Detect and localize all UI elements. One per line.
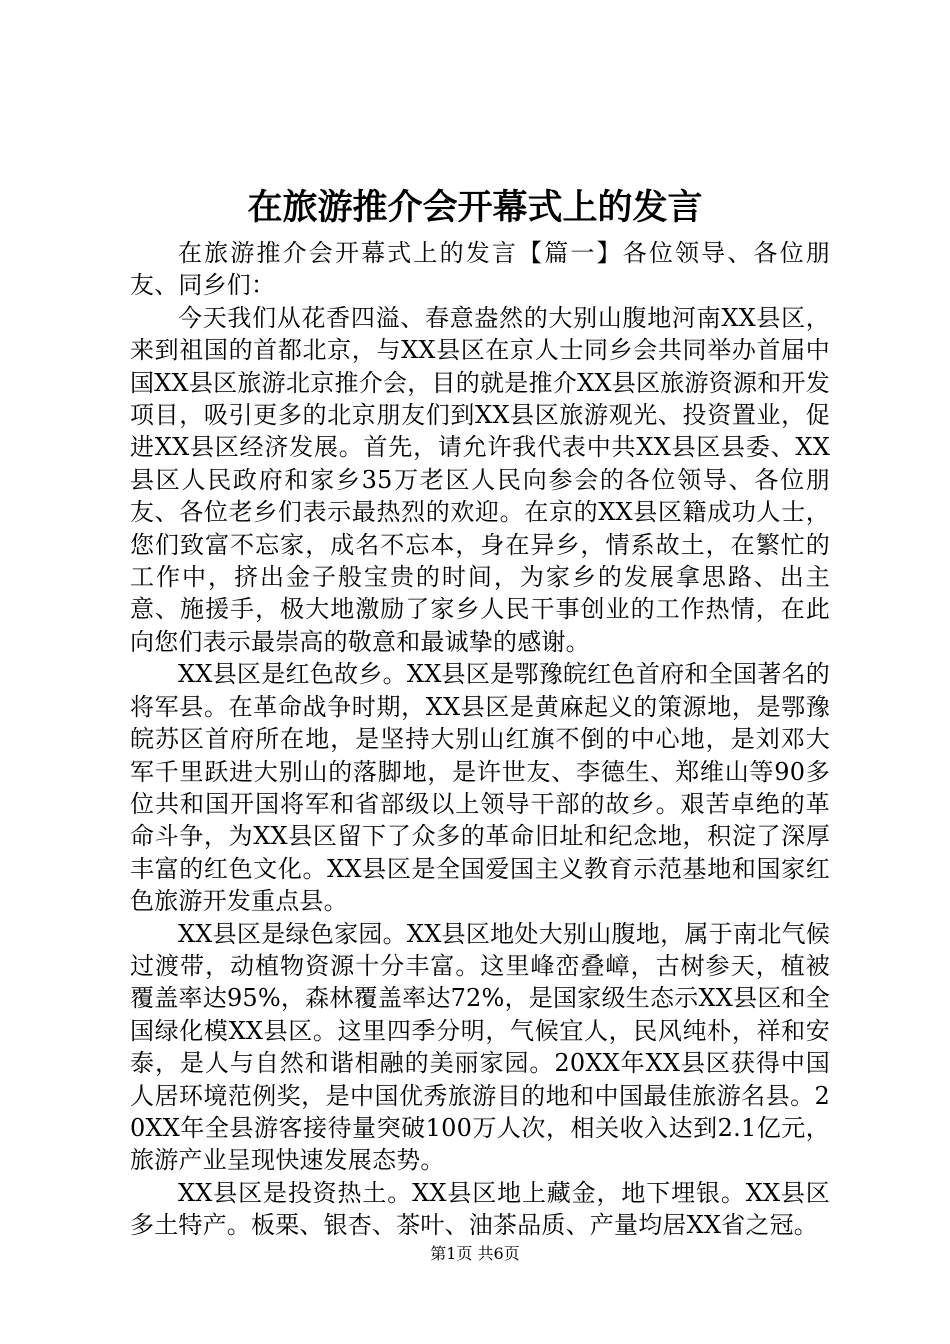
page-footer: 第1页 共6页 [430, 1244, 520, 1263]
paragraph: XX县区是红色故乡。XX县区是鄂豫皖红色首府和全国著名的将军县。在革命战争时期，XX县区是黄麻起义的策源地，是鄂豫皖苏区首府所在地，是坚持大别山红旗不倒的中心地，是刘邓大军千里跃进大别山的落脚地，是许世友、李德生、郑维山等90多位共和国开国将军和省部级以上领导干部的故乡。艰苦卓绝的革命斗争，为XX县区留下了众多的革命旧址和纪念地，积淀了深厚丰富的红色文化。XX县区是全国爱国主义教育示范基地和国家红色旅游开发重点县。 [130, 660, 830, 916]
paragraph: 在旅游推介会开幕式上的发言【篇一】各位领导、各位朋友、同乡们： [130, 239, 830, 300]
document-body [130, 237, 830, 1242]
paragraph: XX县区是绿色家园。XX县区地处大别山腹地，属于南北气候过渡带，动植物资源十分丰富。这里峰峦叠嶂，古树参天，植被覆盖率达95%，森林覆盖率达72%，是国家级生态示XX县区和全国绿化模XX县区。这里四季分明，气候宜人，民风纯朴，祥和安泰，是人与自然和谐相融的美丽家园。20XX年XX县区获得中国人居环境范例奖，是中国优秀旅游目的地和中国最佳旅游名县。20XX年全县游客接待量突破100万人次，相关收入达到2.1亿元，旅游产业呈现快速发展态势。 [130, 919, 830, 1175]
paragraph: XX县区是投资热土。XX县区地上藏金，地下埋银。XX县区多土特产。板栗、银杏、茶叶、油茶品质、产量均居XX省之冠。 [130, 1178, 830, 1240]
document-title: 在旅游推介会开幕式上的发言 [247, 187, 703, 228]
paragraph: 今天我们从花香四溢、春意盎然的大别山腹地河南XX县区，来到祖国的首都北京，与XX县区在京人士同乡会共同举办首届中国XX县区旅游北京推介会，目的就是推介XX县区旅游资源和开发项目，吸引更多的北京朋友们到XX县区旅游观光、投资置业，促进XX县区经济发展。首先，请允许我代表中共XX县区县委、XX县区人民政府和家乡35万老区人民向参会的各位领导、各位朋友、各位老乡们表示最热烈的欢迎。在京的XX县区籍成功人士，您们致富不忘家，成名不忘本，身在异乡，情系故土，在繁忙的工作中，挤出金子般宝贵的时间，为家乡的发展拿思路、出主意、施援手，极大地激励了家乡人民干事创业的工作热情，在此向您们表示最崇高的敬意和最诚挚的感谢。 [130, 303, 830, 656]
